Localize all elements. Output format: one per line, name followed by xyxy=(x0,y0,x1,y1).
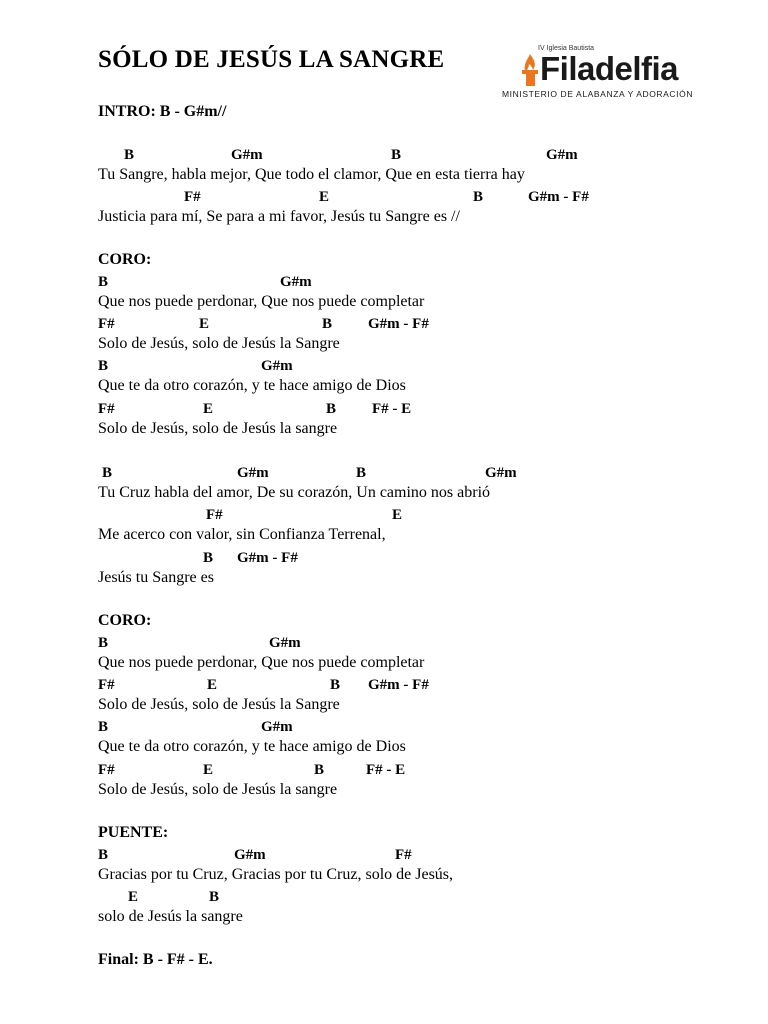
chord: B xyxy=(124,147,135,163)
chord: B xyxy=(102,465,113,481)
chord: E xyxy=(203,762,214,778)
chord: E xyxy=(319,189,330,205)
logo-subtitle: MINISTERIO DE ALABANZA Y ADORACIÓN xyxy=(502,89,694,99)
section-label: CORO: xyxy=(98,251,152,268)
lyric-line: Gracias por tu Cruz, Gracias por tu Cruz, solo de Jesús, xyxy=(98,866,454,883)
chord: B xyxy=(356,465,367,481)
lyric-line: Tu Cruz habla del amor, De su corazón, Un camino nos abrió xyxy=(98,484,491,501)
section-label: PUENTE: xyxy=(98,824,169,841)
chord: B xyxy=(203,550,214,566)
chord: F# xyxy=(184,189,201,205)
church-logo xyxy=(502,44,712,104)
lyric-line: Solo de Jesús, solo de Jesús la sangre xyxy=(98,420,338,437)
chord: G#m xyxy=(261,358,293,374)
chord: B xyxy=(98,719,109,735)
chord: B xyxy=(98,635,109,651)
chord: G#m xyxy=(234,847,266,863)
lyric-line: Me acerco con valor, sin Confianza Terrenal, xyxy=(98,526,386,543)
lyric-line: Tu Sangre, habla mejor, Que todo el clamor, Que en esta tierra hay xyxy=(98,166,525,183)
chord: F# xyxy=(98,677,115,693)
final-line: Final: B - F# - E. xyxy=(98,951,213,968)
chord: E xyxy=(203,401,214,417)
lyric-line: Justicia para mí, Se para a mi favor, Jesús tu Sangre es // xyxy=(98,208,460,225)
lyric-line: Que nos puede perdonar, Que nos puede completar xyxy=(98,654,425,671)
intro-line: INTRO: B - G#m// xyxy=(98,103,227,120)
chord: G#m xyxy=(237,465,269,481)
chord: G#m xyxy=(261,719,293,735)
chord: G#m - F# xyxy=(368,316,429,332)
logo-small-text: IV Iglesia Bautista xyxy=(538,45,595,52)
chord: G#m - F# xyxy=(237,550,298,566)
song-title: SÓLO DE JESÚS LA SANGRE xyxy=(98,46,445,73)
chord: B xyxy=(98,274,109,290)
chord: F# xyxy=(395,847,412,863)
chord: B xyxy=(322,316,333,332)
chord: B xyxy=(326,401,337,417)
chord: B xyxy=(98,847,109,863)
chord: G#m xyxy=(485,465,517,481)
chord: E xyxy=(128,889,139,905)
lyric-line: Solo de Jesús, solo de Jesús la Sangre xyxy=(98,335,340,352)
lyric-line: Solo de Jesús, solo de Jesús la Sangre xyxy=(98,696,340,713)
chord: F# xyxy=(98,762,115,778)
section-label: CORO: xyxy=(98,612,152,629)
chord: G#m xyxy=(231,147,263,163)
chord: F# xyxy=(206,507,223,523)
lyric-line: Jesús tu Sangre es xyxy=(98,569,214,586)
chord: G#m - F# xyxy=(528,189,589,205)
chord: B xyxy=(330,677,341,693)
chord: F# xyxy=(98,316,115,332)
chord: B xyxy=(209,889,220,905)
chord: B xyxy=(473,189,484,205)
chord: G#m xyxy=(280,274,312,290)
chord: E xyxy=(199,316,210,332)
chord: E xyxy=(207,677,218,693)
chord: F# xyxy=(98,401,115,417)
chord: G#m xyxy=(546,147,578,163)
logo-name: Filadelfia xyxy=(540,50,679,87)
lyric-line: Que te da otro corazón, y te hace amigo de Dios xyxy=(98,738,406,755)
chord: B xyxy=(314,762,325,778)
chord: E xyxy=(392,507,403,523)
chord: F# - E xyxy=(366,762,406,778)
chord: G#m xyxy=(269,635,301,651)
lyric-line: Solo de Jesús, solo de Jesús la sangre xyxy=(98,781,338,798)
chord: B xyxy=(98,358,109,374)
flame-icon xyxy=(520,52,540,86)
lyric-line: solo de Jesús la sangre xyxy=(98,908,243,925)
lyric-line: Que nos puede perdonar, Que nos puede completar xyxy=(98,293,425,310)
chord: G#m - F# xyxy=(368,677,429,693)
chord: B xyxy=(391,147,402,163)
chord: F# - E xyxy=(372,401,412,417)
lyric-line: Que te da otro corazón, y te hace amigo de Dios xyxy=(98,377,406,394)
